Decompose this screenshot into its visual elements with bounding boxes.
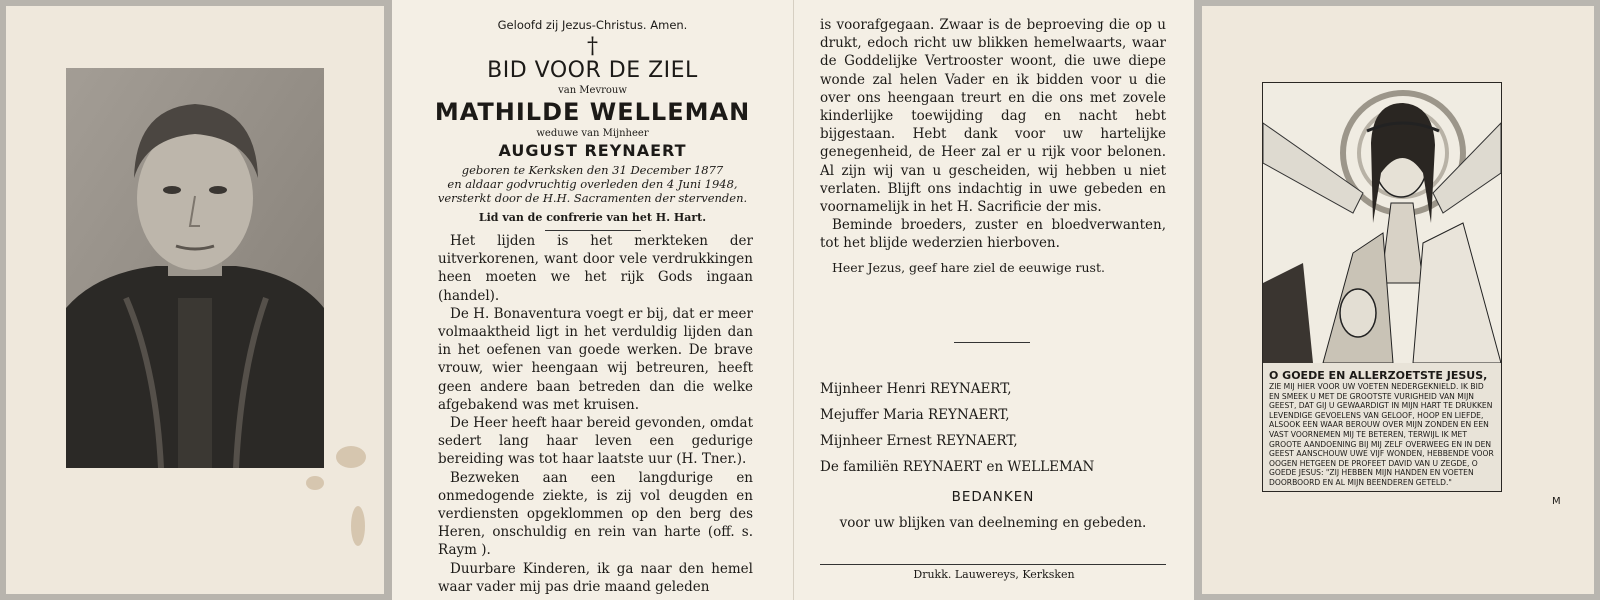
family-member: De familiën REYNAERT en WELLEMAN [820, 459, 1095, 475]
confraternity-line: Lid van de confrerie van het H. Hart. [478, 211, 707, 224]
bio-line: versterkt door de H.H. Sacramenten der stervenden. [437, 191, 748, 205]
bio-line: geboren te Kerksken den 31 December 1877 [461, 163, 724, 177]
paragraph: Duurbare Kinderen, ik ga naar den hemel waar vader mij pas drie maand geleden [438, 560, 753, 595]
closing-prayer: Heer Jezus, geef hare ziel de eeuwige rust. [832, 259, 1105, 275]
paragraph: is voorafgegaan. Zwaar is de beproeving die op u drukt, edoch richt uw blikken hemelwaarts, waar de Goddelijke Vertrooster woont, die uwe diepe wonde zal helen Vader en ik bidden voor u die over ons heengaan treurt en die ons met zovele kinderlijke toewijding dag en nacht hebt bijgestaan. Hebt dank voor uw hartelijke genegenheid, de Heer zal er u rijk voor belonen. Al zijn wij van u gescheiden, wij hebben u niet verlaten. Blijft ons indachtig in uwe gebeden en voornamelijk in het H. Sacrificie der mis. [820, 17, 1166, 216]
portrait-photo [66, 68, 324, 468]
foxing-stain [351, 506, 365, 546]
photo-card [6, 6, 384, 594]
husband-name: AUGUST REYNAERT [498, 141, 687, 160]
family-list [820, 376, 1166, 536]
widow-line: weduwe van Mijnheer [536, 128, 649, 139]
paragraph: Beminde broeders, zuster en bloedverwanten, tot het blijde wederzien hierboven. [820, 217, 1166, 252]
prayer-block [1263, 367, 1501, 488]
footer-divider [820, 564, 1166, 565]
artist-initial: M [1552, 496, 1561, 507]
paragraph: De Heer heeft haar bereid gevonden, omdat sedert lang haar leven een gedurige bereiding was tot haar laatste uur (H. Tner.). [438, 415, 753, 468]
front-text-panel [392, 0, 794, 600]
thanks-heading: BEDANKEN [951, 489, 1035, 505]
family-member: Mijnheer Ernest REYNAERT, [820, 433, 1018, 449]
christ-illustration [1263, 83, 1501, 363]
paragraph: Bezweken aan een langdurige en onmedogende ziekte, is zij vol deugden en verdiensten opgeklommen op den berg des Heren, onschuldig en rein van harte (off. s. Raym ). [438, 469, 753, 559]
bio-block [392, 163, 793, 205]
deceased-name: MATHILDE WELLEMAN [434, 98, 751, 126]
christ-illustration-frame [1262, 82, 1502, 492]
page-title: BID VOOR DE ZIEL [487, 58, 698, 83]
van-line: van Mevrouw [558, 85, 627, 96]
cross-symbol: † [587, 34, 598, 59]
family-member: Mijnheer Henri REYNAERT, [820, 381, 1012, 397]
prayer-title: O GOEDE EN ALLERZOETSTE JESUS, [1269, 369, 1488, 382]
bio-line: en aldaar godvruchtig overleden den 4 Juni 1948, [447, 177, 738, 191]
header-line: Geloofd zij Jezus-Christus. Amen. [497, 18, 688, 32]
devotional-card [1202, 6, 1594, 594]
divider [545, 230, 641, 231]
devotional-panel [1194, 0, 1600, 600]
printer-line: Drukk. Lauwereys, Kerksken [913, 568, 1075, 581]
inside-text-panel [794, 0, 1194, 600]
photo-panel [0, 0, 392, 600]
front-heading-block [392, 18, 793, 231]
divider [954, 342, 1030, 343]
paragraph: Het lijden is het merkteken der uitverkorenen, want door vele verdrukkingen heen moeten we het rijk Gods ingaan (handel). [438, 233, 753, 304]
portrait-image [66, 68, 324, 468]
prayer-text: ZIE MIJ HIER VOOR UW VOETEN NEDERGEKNIELD. IK BID EN SMEEK U MET DE GROOTSTE VURIGHEID VAN MIJN GEEST, DAT GIJ U GEWAARDIGT IN MIJN HART TE DRUKKEN LEVENDIGE GEVOELENS VAN GELOOF, HOOP EN LIEFDE, ALSOOK EEN WAAR BEROUW OVER MIJN ZONDEN EN EEN VAST VOORNEMEN MIJ TE BETEREN, TERWIJL IK MET GROOTE AANDOENING BIJ MIJ ZELF OVERWEEG EN IN DEN GEEST AANSCHOUW UWE VIJF WONDEN, HEBBENDE VOOR OOGEN HETGEEN DE PROFEET DAVID VAN U ZEGDE, O GOEDE JESUS: "ZIJ HEBBEN MIJN HANDEN EN VOETEN DOORBOORD EN AL MIJN BEENDEREN GETELD." [1269, 382, 1494, 487]
front-body-text [438, 232, 753, 596]
foxing-stain [306, 476, 324, 490]
foxing-stain [336, 446, 366, 468]
paragraph: De H. Bonaventura voegt er bij, dat er meer volmaaktheid ligt in het verduldig lijden dan in het oefenen van goede werken. De brave vrouw, wier heengaan wij betreuren, heeft geen andere baan betreden dan die welke afgebakend was met kruisen. [438, 305, 753, 413]
family-member: Mejuffer Maria REYNAERT, [820, 407, 1010, 423]
inside-body-text [820, 16, 1166, 277]
thanks-subtitle: voor uw blijken van deelneming en gebeden. [839, 515, 1147, 531]
